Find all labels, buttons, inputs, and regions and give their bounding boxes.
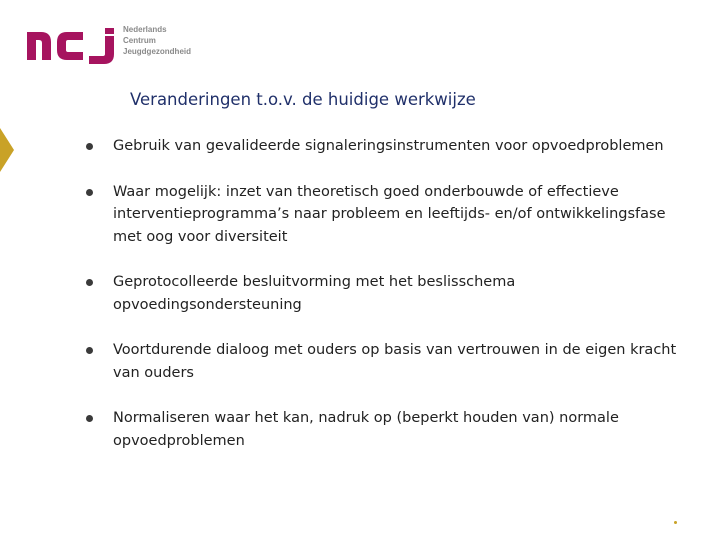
bullet-list [84, 135, 684, 452]
logo-line-3: Jeugdgezondheid [123, 47, 191, 56]
bullet-dot-icon [86, 143, 93, 150]
bullet-dot-icon [86, 189, 93, 196]
list-item-text: Normaliseren waar het kan, nadruk op (beperkt houden van) normale opvoedproblemen [113, 410, 619, 449]
list-item [84, 407, 684, 452]
ncj-logo-wordmark [123, 24, 191, 57]
list-item-text: Gebruik van gevalideerde signaleringsinstrumenten voor opvoedproblemen [113, 138, 664, 154]
ncj-logo-mark [27, 28, 119, 64]
list-item [84, 339, 684, 384]
list-item-text: Geprotocolleerde besluitvorming met het beslisschema opvoedingsondersteuning [113, 274, 516, 313]
logo-line-1: Nederlands [123, 25, 167, 34]
side-arrow-icon [0, 128, 14, 172]
page-marker-dot [674, 521, 677, 524]
list-item [84, 135, 684, 158]
bullet-dot-icon [86, 279, 93, 286]
logo-line-2: Centrum [123, 36, 156, 45]
list-item-text: Voortdurende dialoog met ouders op basis van vertrouwen in de eigen kracht van ouders [113, 342, 677, 381]
list-item-text: Waar mogelijk: inzet van theoretisch goed onderbouwde of effectieve interventieprogramma’s naar probleem en leeftijds- en/of ontwikkelingsfase met oog voor diversiteit [113, 183, 666, 245]
bullet-dot-icon [86, 347, 93, 354]
list-item [84, 271, 684, 316]
slide-title: Veranderingen t.o.v. de huidige werkwijze [130, 90, 476, 109]
bullet-dot-icon [86, 415, 93, 422]
ncj-logo [27, 22, 207, 70]
list-item [84, 181, 684, 249]
